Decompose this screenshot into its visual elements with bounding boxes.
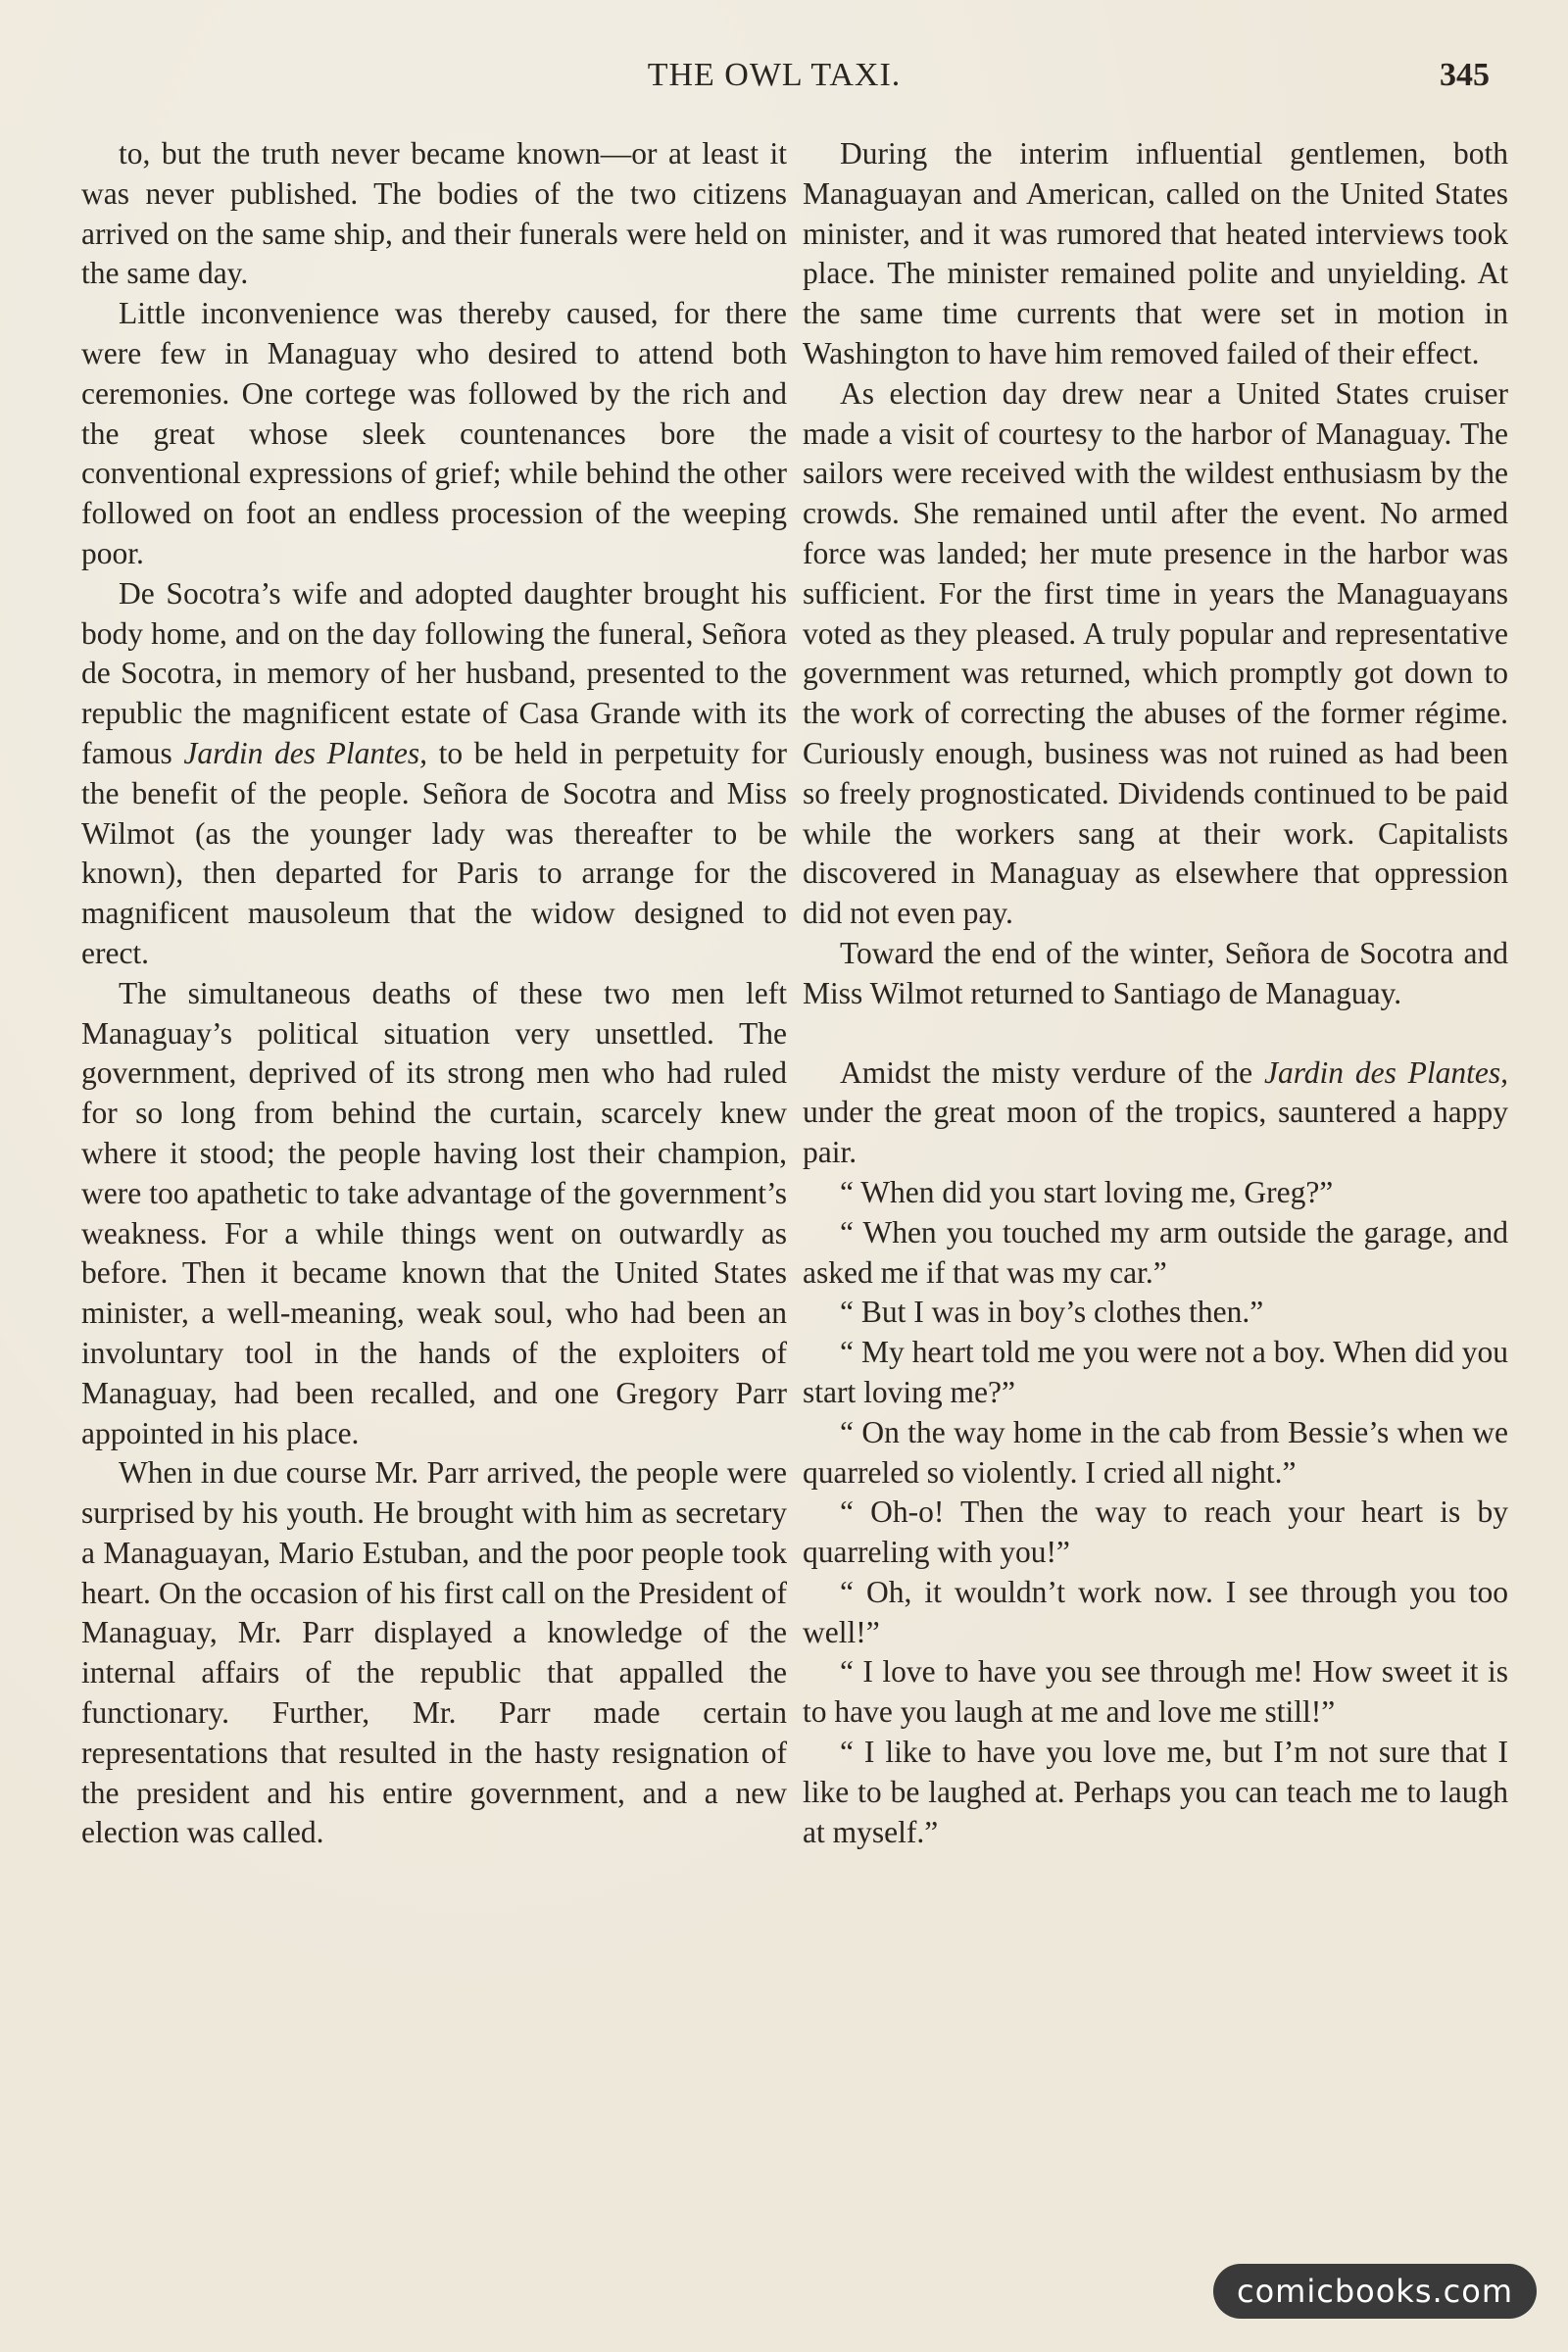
right-paragraph xyxy=(803,1413,1508,1494)
paragraph-text: “ Oh-o! Then the way to reach your heart is by quarreling with you!” xyxy=(803,1494,1508,1570)
right-paragraph xyxy=(803,134,1508,374)
paragraph-text: “ When you touched my arm outside the garage, and asked me if that was my car.” xyxy=(803,1214,1508,1290)
right-paragraph xyxy=(803,1573,1508,1653)
right-paragraph xyxy=(803,1493,1508,1573)
paragraph-text: “ My heart told me you were not a boy. When did you start loving me?” xyxy=(803,1335,1508,1409)
paragraph-text: “ I like to have you love me, but I’m not sure that I like to be laughed at. Perhaps you can teach me to laugh at myself.” xyxy=(803,1735,1508,1849)
right-paragraph xyxy=(803,1213,1508,1294)
paragraph-text: “ Oh, it wouldn’t work now. I see through you too well!” xyxy=(803,1574,1508,1649)
left-paragraph xyxy=(81,134,787,294)
right-paragraph xyxy=(803,1173,1508,1213)
right-paragraph xyxy=(803,934,1508,1014)
left-paragraph xyxy=(81,294,787,574)
paragraph-text: under the great moon of the tropics, sauntered a happy pair. xyxy=(803,1095,1508,1170)
paragraph-text: Little inconvenience was thereby caused, for there were few in Managuay who desired to attend both ceremonies. One cortege was followed by the rich and the great whose sleek countenances bore the conventional expressions of grief; while behind the other followed on foot an endless procession of the weeping poor. xyxy=(81,296,787,570)
right-paragraph xyxy=(803,1733,1508,1852)
left-paragraph xyxy=(81,974,787,1454)
paragraph-text: De Socotra’s wife and adopted daughter brought his body home, and on the day following the funeral, Señora de Socotra, in memory of her husband, presented to the republic the magnificent estate of Casa Grande with its famous xyxy=(81,575,787,770)
right-paragraph xyxy=(803,374,1508,934)
right-text-column xyxy=(803,134,1508,1852)
watermark-text: comicbooks.com xyxy=(1236,2273,1513,2310)
running-head xyxy=(59,57,1490,106)
paragraph-text: to, but the truth never became known—or at least it was never published. The bodies of the two citizens arrived on the same ship, and their funerals were held on the same day. xyxy=(81,136,787,291)
paragraph-text: “ But I was in boy’s clothes then.” xyxy=(840,1295,1264,1330)
paragraph-text: Amidst the misty verdure of the xyxy=(840,1054,1264,1090)
paragraph-text: The simultaneous deaths of these two men left Managuay’s political situation very unsettled. The government, deprived of its strong men who had ruled for so long from behind the curtain, scarcely knew where it stood; the people having lost their champion, were too apathetic to take advantage of the government’s weakness. For a while things went on outwardly as before. Then it became known that the United States minister, a well-meaning, weak soul, who had been an involuntary tool in the hands of the exploiters of Managuay, had been recalled, and one Gregory Parr appointed in his place. xyxy=(81,975,787,1450)
left-text-column xyxy=(81,134,787,1853)
right-paragraph xyxy=(803,1054,1508,1173)
italic-text: Jardin des Plantes, xyxy=(183,735,427,770)
paragraph-text: “ When did you start loving me, Greg?” xyxy=(840,1174,1334,1209)
paragraph-text: to be held in perpetuity for the benefit of the people. Señora de Socotra and Miss Wilmot (as the younger lady was thereafter to be known), then departed for Paris to arrange for the magnificent mausoleum that the widow designed to erect. xyxy=(81,735,788,970)
paragraph-text: “ On the way home in the cab from Bessie’s when we quarreled so violently. I cried all night.” xyxy=(803,1414,1508,1490)
right-paragraph xyxy=(803,1333,1508,1413)
running-title: THE OWL TAXI. xyxy=(647,57,902,93)
paragraph-text: Toward the end of the winter, Señora de Socotra and Miss Wilmot returned to Santiago de Managuay. xyxy=(803,935,1508,1010)
right-paragraph xyxy=(803,1652,1508,1733)
italic-text: Jardin des Plantes, xyxy=(1263,1054,1508,1090)
right-paragraph xyxy=(803,1293,1508,1333)
page-number: 345 xyxy=(1440,57,1490,93)
paragraph-text: During the interim influential gentlemen, both Managuayan and American, called on the United States minister, and it was rumored that heated interviews took place. The minister remained polite and unyielding. At the same time currents that were set in motion in Washington to have him removed failed of their effect. xyxy=(803,136,1508,370)
watermark-badge xyxy=(1213,2264,1537,2319)
left-paragraph xyxy=(81,574,787,974)
paragraph-text: As election day drew near a United States cruiser made a visit of courtesy to the harbor of Managuay. The sailors were received with the wildest enthusiasm by the crowds. She remained until after the event. No armed force was landed; her mute presence in the harbor was sufficient. For the first time in years the Managuayans voted as they pleased. A truly popular and representative government was returned, which promptly got down to the work of correcting the abuses of the former régime. Curiously enough, business was not ruined as had been so freely prognosticated. Dividends continued to be paid while the workers sang at their work. Capitalists discovered in Managuay as elsewhere that oppression did not even pay. xyxy=(803,375,1508,931)
left-paragraph xyxy=(81,1453,787,1853)
paragraph-text: “ I love to have you see through me! How sweet it is to have you laugh at me and love me still!” xyxy=(803,1654,1508,1730)
paragraph-text: When in due course Mr. Parr arrived, the people were surprised by his youth. He brought with him as secretary a Managuayan, Mario Estuban, and the poor people took heart. On the occasion of his first call on the President of Managuay, Mr. Parr displayed a knowledge of the internal affairs of the republic that appalled the functionary. Further, Mr. Parr made certain representations that resulted in the hasty resignation of the president and his entire government, and a new election was called. xyxy=(81,1455,787,1850)
